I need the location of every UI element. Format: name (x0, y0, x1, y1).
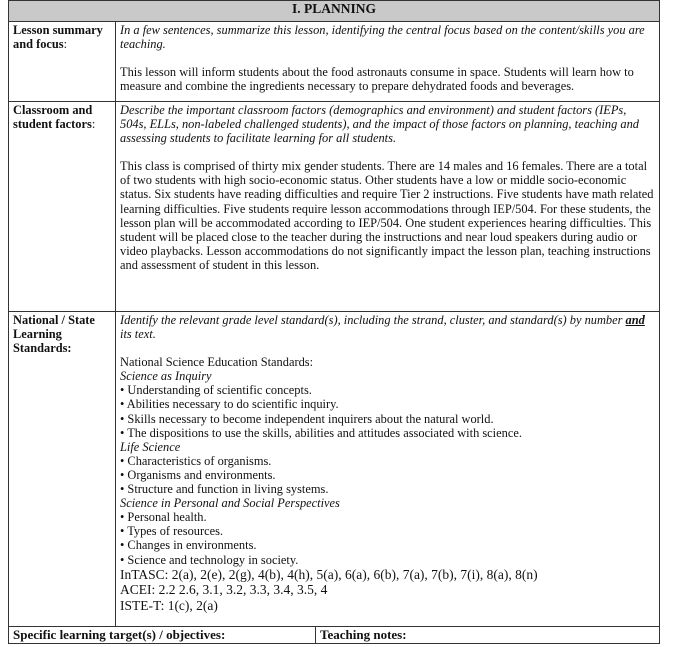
objectives-label: Specific learning target(s) / objectives: (9, 627, 316, 644)
standards-groups (120, 369, 655, 566)
standard-item: • Skills necessary to become independent inquirers about the natural world. (120, 411, 494, 426)
label-colon: : (91, 117, 96, 132)
standards-row (9, 312, 660, 627)
section-title: I. PLANNING (9, 1, 660, 22)
standard-item: • Abilities necessary to do scientific inquiry. (120, 397, 339, 412)
summary-content (116, 22, 660, 102)
standard-item: • Organisms and environments. (120, 467, 276, 482)
standard-item: • Understanding of scientific concepts. (120, 383, 312, 398)
prompt-text: its text. (120, 327, 156, 342)
standard-item: • Personal health. (120, 510, 207, 525)
standard-group-title: Life Science (120, 439, 181, 454)
factors-label (9, 102, 116, 312)
label-text: Classroom and student factors (13, 103, 93, 132)
prompt-text: Identify the relevant grade level standard(s), including the strand, cluster, and standard(s) by number (120, 313, 626, 327)
standard-item: • Science and technology in society. (120, 552, 299, 567)
footer-row (9, 627, 660, 644)
standards-heading: National Science Education Standards: (120, 355, 314, 370)
teaching-notes-label: Teaching notes: (316, 627, 660, 644)
acei-standards: ACEI: 2.2 2.6, 3.1, 3.2, 3.3, 3.4, 3.5, 4 (120, 582, 328, 598)
factors-answer: This class is comprised of thirty mix gender students. There are 14 males and 16 females. There are a total of two students with high socio-economic status. Other students have a low or middle socio-economic status. Six students have reading difficulties and require Tier 2 instructions. Five students have math related learning difficulties. Five students require lesson accommodations through IEP/504. For these students, the lesson plan will be accommodated according to IEP/504. One student experiences hearing difficulties. This student will be placed close to the teacher during the instructions and near loud speakers during audio or video playbacks. Lesson accommodations do not significantly impact the lesson plan, teaching instructions and assessment of student in this lesson. (120, 159, 654, 272)
factors-content (116, 102, 660, 312)
iste-standards: ISTE-T: 1(c), 2(a) (120, 597, 218, 613)
standards-label: National / State Learning Standards: (9, 312, 116, 627)
label-text: Lesson summary and focus (13, 23, 103, 52)
intasc-standards: InTASC: 2(a), 2(e), 2(g), 4(b), 4(h), 5(a), 6(a), 6(b), 7(a), 7(b), 7(i), 8(a), 8(n) (120, 566, 538, 582)
standard-group-title: Science in Personal and Social Perspectives (120, 496, 340, 511)
factors-row (9, 102, 660, 312)
summary-row (9, 22, 660, 102)
summary-prompt: In a few sentences, summarize this lesson, identifying the central focus based on the content/skills you are teaching. (120, 23, 645, 52)
standard-item: • Changes in environments. (120, 538, 257, 553)
standards-content (116, 312, 660, 627)
label-colon: : (63, 37, 68, 52)
standard-item: • Characteristics of organisms. (120, 453, 272, 468)
factors-prompt: Describe the important classroom factors (demographics and environment) and student factors (IEPs, 504s, ELLs, non-labeled challenged students), and the impact of those factors on planning, teaching and assessing students to facilitate learning for all students. (120, 103, 639, 146)
prompt-emphasis: and (625, 313, 645, 327)
standard-item: • Types of resources. (120, 524, 224, 539)
planning-table (8, 0, 660, 644)
standard-item: • Structure and function in living systems. (120, 482, 329, 497)
summary-label (9, 22, 116, 102)
standards-prompt (120, 313, 655, 341)
standard-item: • The dispositions to use the skills, abilities and attitudes associated with science. (120, 425, 522, 440)
summary-answer: This lesson will inform students about the food astronauts consume in space. Students will learn how to measure and combine the ingredients necessary to prepare dehydrated foods and beverages. (120, 65, 634, 94)
standard-group-title: Science as Inquiry (120, 369, 212, 384)
